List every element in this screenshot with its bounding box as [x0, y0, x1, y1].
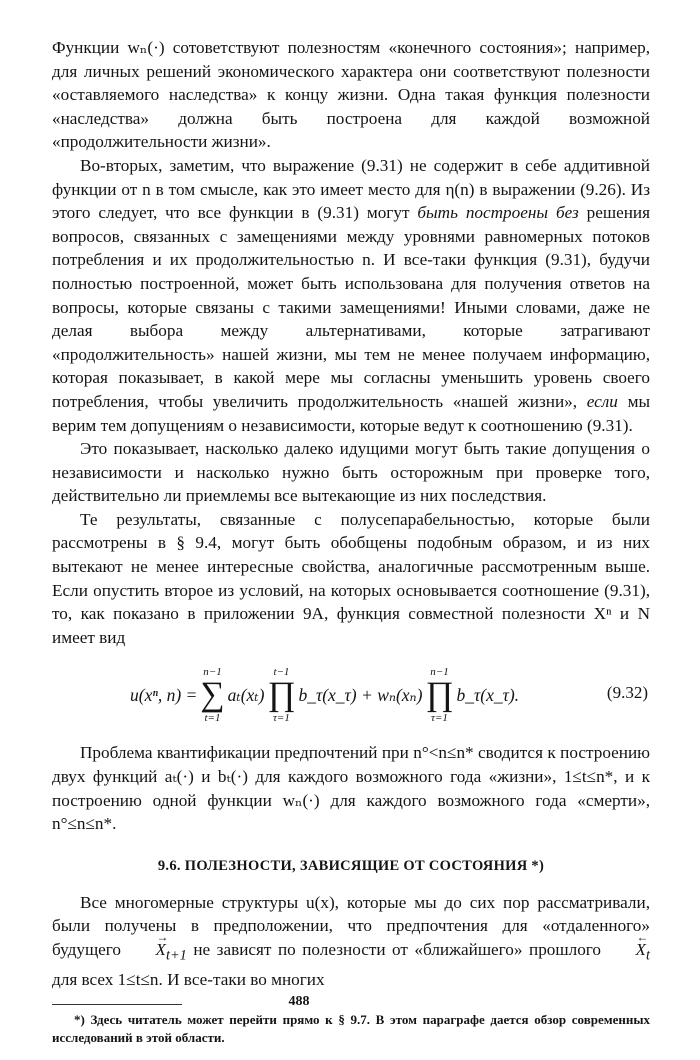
equation-body	[130, 649, 519, 741]
footnote: *) Здесь читатель может перейти прямо к § 9.7. В этом параграфе дается обзор современных исследований в этой области.	[52, 1011, 650, 1045]
past-vector-letter: X	[635, 940, 646, 959]
paragraph-2-emphasis-1: быть построены без	[417, 203, 579, 223]
paragraph-6-text-c: для всех 1≤t≤n. И все-таки во многих	[52, 970, 325, 990]
equation-term-3: b_τ(x_τ).	[456, 684, 520, 705]
future-vector-letter: X	[155, 940, 167, 959]
equation-term-1: aₜ(xₜ)	[227, 684, 265, 705]
past-vector-x	[608, 938, 650, 968]
past-vector-subscript: t	[646, 947, 650, 964]
future-vector-subscript: t+1	[166, 947, 187, 964]
section-title: 9.6. ПОЛЕЗНОСТИ, ЗАВИСЯЩИЕ ОТ СОСТОЯНИЯ *)	[157, 857, 545, 874]
summation-lower-limit: t=1	[204, 712, 221, 725]
page-number: 488	[288, 994, 310, 1009]
product-1-upper-limit: t−1	[273, 666, 290, 679]
summation-symbol: ∑	[200, 676, 225, 714]
paragraph-1: Функции wₙ(·) сотоветствуют полезностям «конечного состояния»; например, для личных решений экономического характера они соответствуют полезности «оставляемого наследства» к концу жизни. Одна такая функция полезности «наследства» должна быть построена для каждой возможной «продолжительности жизни».	[52, 38, 650, 152]
product-2-upper-limit: n−1	[430, 666, 449, 679]
equation-term-2: b_τ(x_τ) + wₙ(xₙ)	[298, 684, 423, 705]
product-operator-1	[267, 666, 295, 724]
paragraph-5: Проблема квантификации предпочтений при n°<n≤n* сводится к построению двух функций aₜ(·) и bₜ(·) для каждого возможного года «жизни», 1≤t≤n*, и к построению одной функции wₙ(·) для каждого возможного года «смерти», n°≤n≤n*.	[52, 743, 650, 834]
product-1-lower-limit: τ=1	[273, 712, 290, 725]
summation-upper-limit: n−1	[203, 666, 222, 679]
equation-lhs: u(xⁿ, n) =	[130, 684, 198, 705]
paragraph-2	[52, 154, 650, 437]
paragraph-4: Те результаты, связанные с полусепарабельностью, которые были рассмотрены в § 9.4, могут быть обобщены подобным образом, и из них вытекают не менее интересные свойства, аналогичные рассмотренным выше. Если опустить второе из условий, на которых основывается соотношение (9.31), то, как показано в приложении 9А, функция совместной полезности Xⁿ и N имеет вид	[52, 509, 650, 647]
future-vector-x	[128, 938, 187, 968]
paragraph-2-text-c: мы верим тем допущениям о независимости, которые ведут к соотношению (9.31).	[52, 391, 650, 435]
product-1-symbol: ∏	[267, 676, 296, 714]
paragraph-3: Это показывает, насколько далеко идущими могут быть такие допущения о независимости и насколько нужно быть осторожным при проверке того, действительно ли приемлемы все вытекающие из них последствия.	[52, 439, 650, 506]
product-2-symbol: ∏	[425, 676, 454, 714]
product-operator-2	[425, 666, 453, 724]
paragraph-6-text-b: не зависят по полезности от «ближайшего» прошлого	[186, 940, 608, 959]
summation-operator	[200, 666, 224, 724]
equation-number: (9.32)	[606, 683, 648, 703]
paragraph-2-text-a: Во-вторых, заметим, что выражение (9.31) не содержит в себе аддитивной функции от n в том смысле, как это имеет место для η(n) в выражении (9.26). Из этого следует, что все функции в (9.31) могут	[52, 155, 650, 223]
paragraph-6	[52, 891, 650, 992]
equation-9-32	[52, 649, 650, 741]
product-2-lower-limit: τ=1	[431, 712, 448, 725]
page-body	[52, 36, 650, 1047]
paragraph-2-emphasis-2: если	[586, 391, 618, 411]
paragraph-2-text-b: решения вопросов, связанных с замещениями между уровнями равномерных потоков потребления и их продолжительностью n. И все-таки функция (9.31), будучи полностью построенной, может быть использована для получения ответов на вопросы, которые связаны с такими замещениями! Иными словами, даже не делая выбора между альтернативами, которые затрагивают «продолжительность» нашей жизни, мы тем не менее получаем информацию, которая показывает, в какой мере мы согласны уменьшить уровень своего потребления, чтобы увеличить продолжительность «нашей жизни»,	[52, 203, 651, 411]
paragraph-6-text-a: Все многомерные структуры u(x), которые мы до сих пор рассматривали, были получены в предположении, что предпочтения для «отдаленного» будущего	[52, 892, 650, 959]
